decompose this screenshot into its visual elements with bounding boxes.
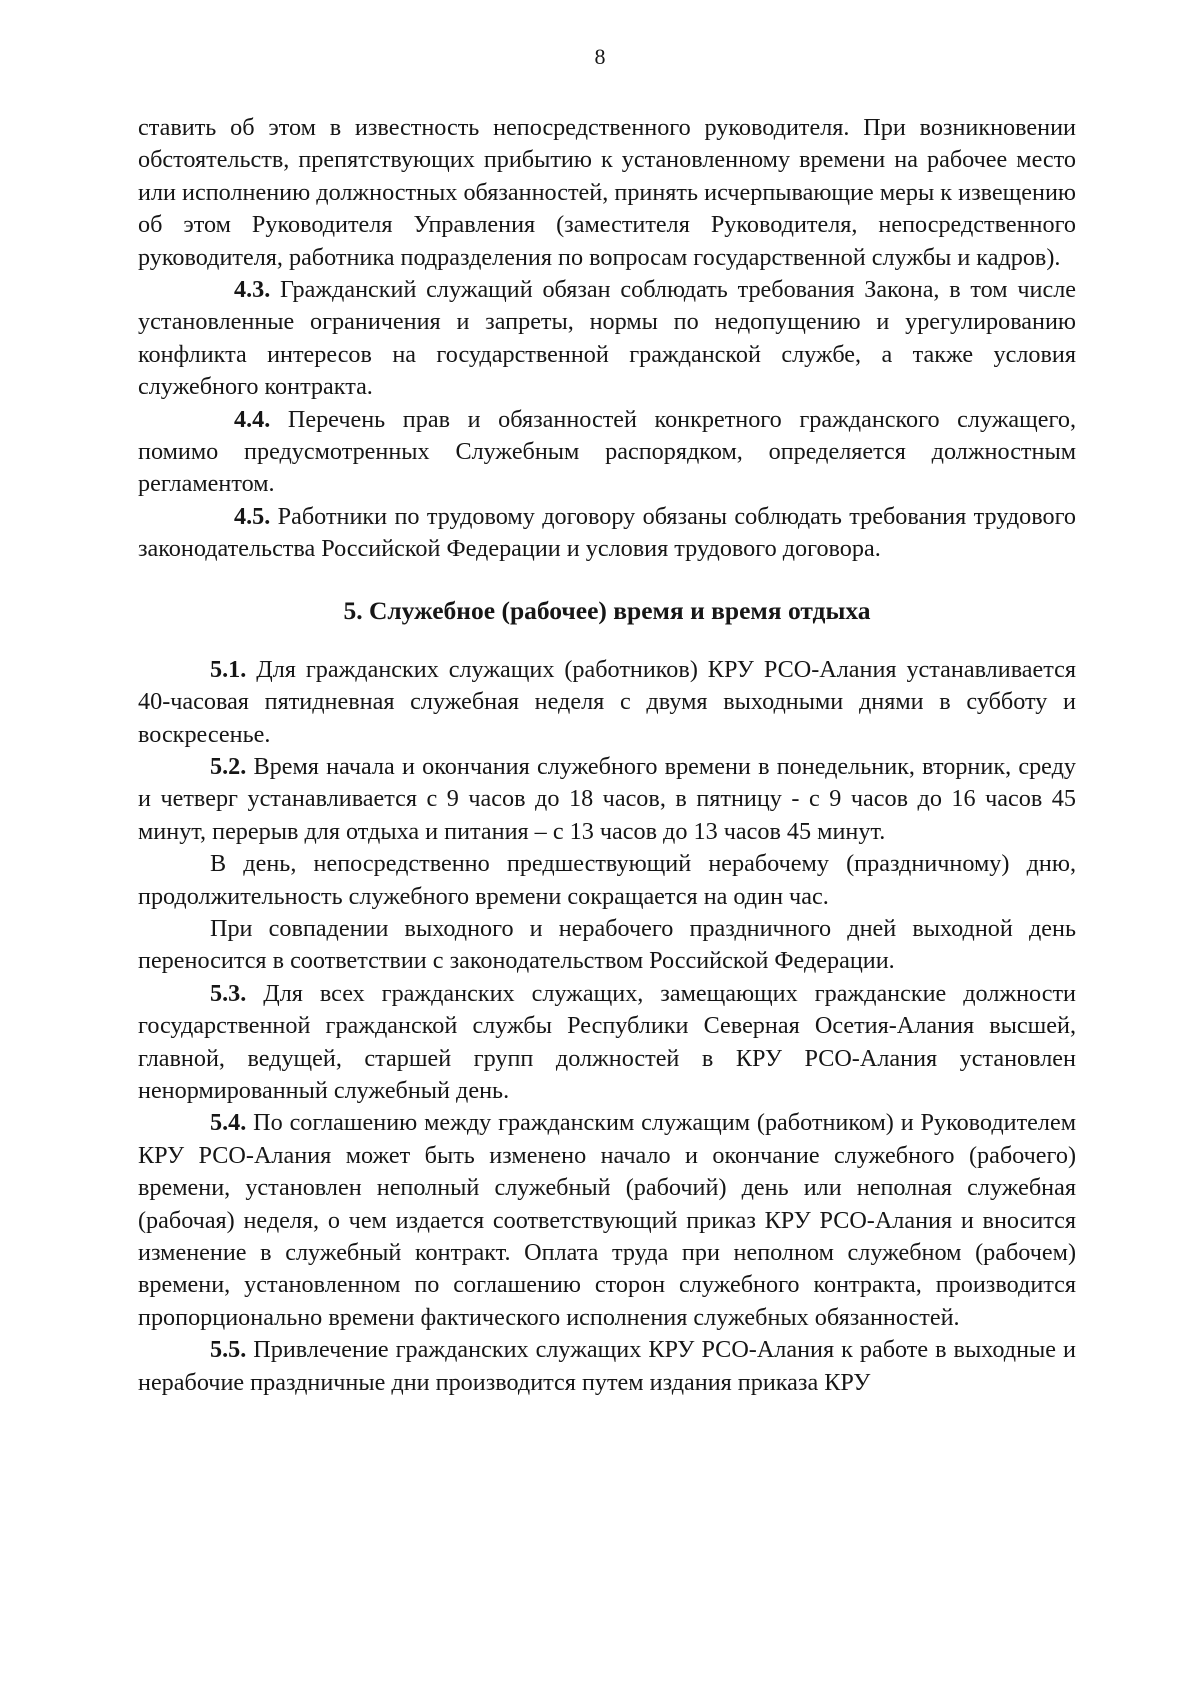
clause-5-3 [138,978,1076,1108]
clause-number: 5.2. [210,752,247,780]
paragraph-holiday-overlap [138,913,1076,978]
page-number: 8 [594,44,606,69]
clause-4-5 [138,501,1076,566]
clause-text: Для гражданских служащих (работников) КРУ РСО-Алания устанавливается 40-часовая пятидневная служебная неделя с двумя выходными днями в субботу и воскресенье. [138,655,1076,748]
clause-text: Гражданский служащий обязан соблюдать требования Закона, в том числе установленные ограничения и запреты, нормы по недопущению и урегулированию конфликта интересов на государственной гражданской службе, а также условия служебного контракта. [138,276,1076,401]
clause-number: 4.5. [234,502,271,530]
paragraph-continuation [138,112,1076,274]
clause-number: 5.3. [210,979,247,1007]
clause-5-4 [138,1107,1076,1334]
section-heading: 5. Служебное (рабочее) время и время отдыха [343,595,871,625]
clause-text: Для всех гражданских служащих, замещающих гражданские должности государственной гражданской службы Республики Северная Осетия-Алания высшей, главной, ведущей, старшей групп должностей в КРУ РСО-Алания установлен ненормированный служебный день. [138,979,1076,1104]
paragraph-text: ставить об этом в известность непосредственного руководителя. При возникновении обстоятельств, препятствующих прибытию к установленному времени на рабочее место или исполнению должностных обязанностей, принять исчерпывающие меры к извещению об этом Руководителя Управления (заместителя Руководителя, непосредственного руководителя, работника подразделения по вопросам государственной службы и кадров). [138,114,1076,271]
paragraph-text: В день, непосредственно предшествующий нерабочему (праздничному) дню, продолжительность служебного времени сокращается на один час. [138,850,1076,910]
clause-5-2 [138,751,1076,848]
clause-number: 4.3. [234,276,271,304]
clause-5-5 [138,1334,1076,1399]
clause-text: Привлечение гражданских служащих КРУ РСО-Алания к работе в выходные и нерабочие праздничные дни производится путем издания приказа КРУ [138,1336,1076,1396]
clause-text: Работники по трудовому договору обязаны соблюдать требования трудового законодательства Российской Федерации и условия трудового договора. [138,502,1076,563]
clause-text: Перечень прав и обязанностей конкретного гражданского служащего, помимо предусмотренных Служебным распорядком, определяется должностным регламентом. [138,405,1076,498]
paragraph-holiday-eve [138,848,1076,913]
clause-4-4 [138,404,1076,501]
clause-5-1 [138,654,1076,751]
clause-text: Время начала и окончания служебного времени в понедельник, вторник, среду и четверг устанавливается с 9 часов до 18 часов, в пятницу - с 9 часов до 16 часов 45 минут, перерыв для отдыха и питания – с 13 часов до 13 часов 45 минут. [138,752,1076,845]
clause-number: 5.1. [210,655,247,683]
document-body [138,112,1076,1399]
clause-4-3 [138,274,1076,404]
clause-text: По соглашению между гражданским служащим (работником) и Руководителем КРУ РСО-Алания может быть изменено начало и окончание служебного (рабочего) времени, установлен неполный служебный (рабочий) день или неполная служебная (рабочая) неделя, о чем издается соответствующий приказ КРУ РСО-Алания и вносится изменение в служебный контракт. Оплата труда при неполном служебном (рабочем) времени, установленном по соглашению сторон служебного контракта, производится пропорционально времени фактического исполнения служебных обязанностей. [138,1109,1076,1331]
clause-number: 5.5. [210,1336,247,1364]
clause-number: 4.4. [234,405,271,433]
clause-number: 5.4. [210,1109,247,1137]
paragraph-text: При совпадении выходного и нерабочего праздничного дней выходной день переносится в соответствии с законодательством Российской Федерации. [138,914,1076,975]
